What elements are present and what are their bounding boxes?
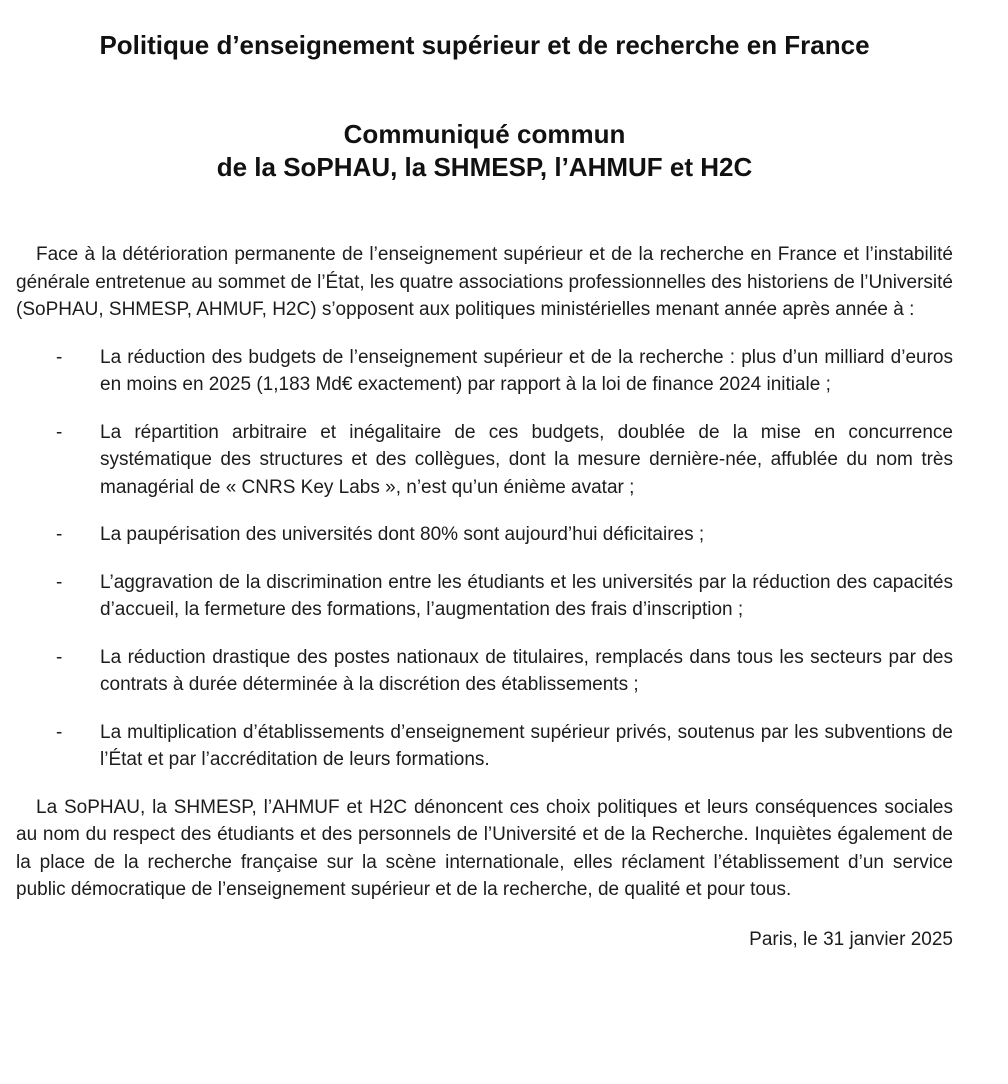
bullet-marker: - (56, 721, 63, 743)
bullet-item (16, 569, 953, 624)
subtitle-line-1: Communiqué commun (343, 119, 626, 149)
bullet-item (16, 419, 953, 502)
bullet-text: La réduction des budgets de l’enseignement supérieur et de la recherche : plus d’un milliard d’euros en moins en 2025 (1,183 Md€ exactement) par rapport à la loi de finance 2024 initiale ; (100, 346, 953, 395)
bullet-text: La réduction drastique des postes nationaux de titulaires, remplacés dans tous les secteurs par des contrats à durée déterminée à la discrétion des établissements ; (100, 646, 953, 695)
bullet-text: La paupérisation des universités dont 80% sont aujourd’hui déficitaires ; (100, 524, 705, 545)
bullet-marker: - (56, 571, 63, 593)
closing-paragraph: La SoPHAU, la SHMESP, l’AHMUF et H2C dénoncent ces choix politiques et leurs conséquences sociales au nom du respect des étudiants et des personnels de l’Université et de la Recherche. Inquiètes également de la place de la recherche française sur la scène internationale, elles réclament l’établissement d’un service public démocratique de l’enseignement supérieur et de la recherche, de qualité et pour tous. (16, 796, 953, 900)
bullet-marker: - (56, 524, 63, 545)
bullet-item (16, 719, 953, 774)
bullet-marker: - (56, 346, 63, 368)
intro-paragraph: Face à la détérioration permanente de l’enseignement supérieur et de la recherche en France et l’instabilité générale entretenue au sommet de l’État, les quatre associations professionnelles des historiens de l’Université (SoPHAU, SHMESP, AHMUF, H2C) s’opposent aux politiques ministérielles menant année après année à : (16, 244, 953, 320)
bullet-item (16, 344, 953, 399)
document-subtitle (16, 118, 953, 184)
bullet-item (16, 644, 953, 699)
document-title: Politique d’enseignement supérieur et de recherche en France (99, 30, 870, 60)
dateline: Paris, le 31 janvier 2025 (749, 928, 953, 950)
bullet-list (16, 344, 953, 774)
subtitle-line-2: de la SoPHAU, la SHMESP, l’AHMUF et H2C (216, 152, 753, 182)
bullet-text: La multiplication d’établissements d’enseignement supérieur privés, soutenus par les subventions de l’État et par l’accréditation de leurs formations. (100, 721, 953, 770)
bullet-text: La répartition arbitraire et inégalitaire de ces budgets, doublée de la mise en concurrence systématique des structures et des collègues, dont la mesure dernière-née, affublée du nom très managérial de « CNRS Key Labs », n’est qu’un énième avatar ; (100, 421, 953, 498)
bullet-marker: - (56, 421, 63, 443)
bullet-marker: - (56, 646, 63, 668)
bullet-text: L’aggravation de la discrimination entre les étudiants et les universités par la réduction des capacités d’accueil, la fermeture des formations, l’augmentation des frais d’inscription ; (100, 571, 953, 620)
bullet-item (16, 521, 953, 549)
